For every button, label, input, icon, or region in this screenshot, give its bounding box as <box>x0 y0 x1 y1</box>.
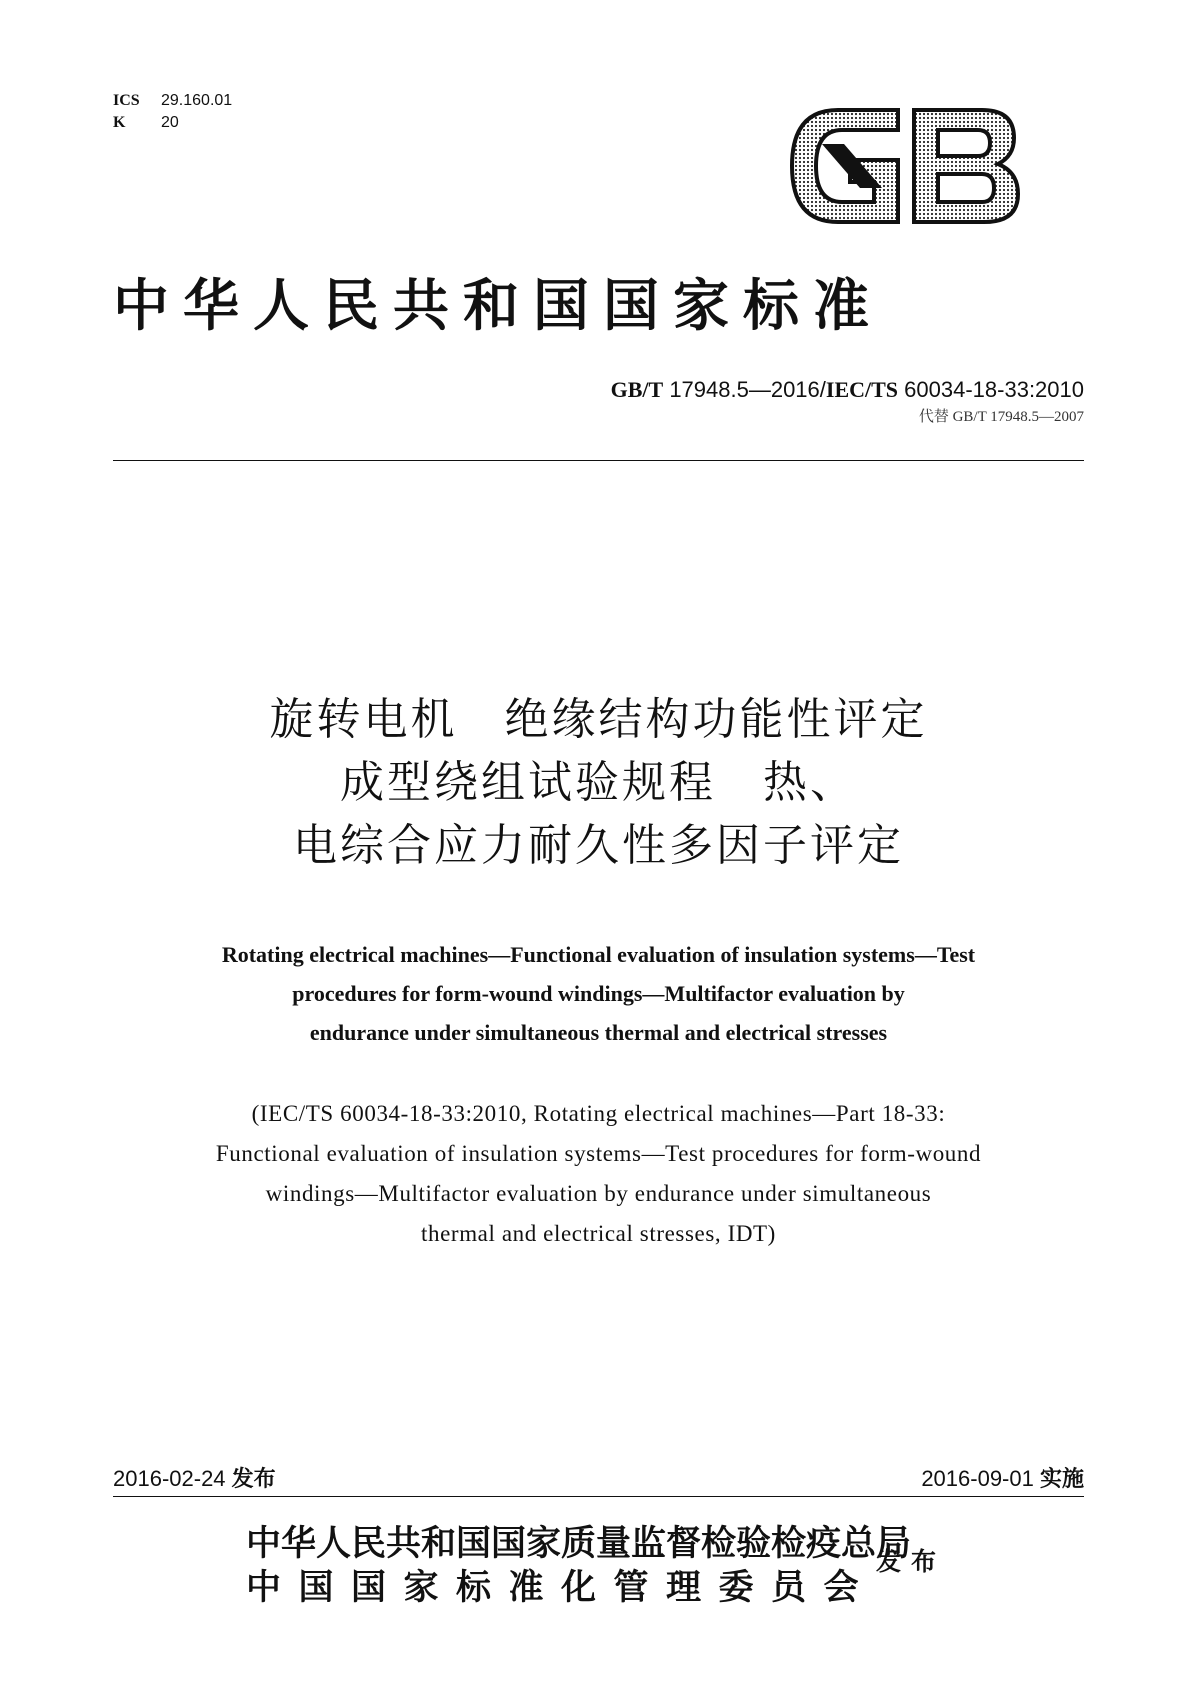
publish-label: 发布 <box>876 1547 947 1576</box>
ics-label: ICS <box>113 92 140 109</box>
english-title <box>113 935 1084 1052</box>
ics-code: 29.160.01 <box>161 92 233 109</box>
ccs-label: K <box>113 114 126 131</box>
standard-number-value: 17948.5—2016/ <box>669 377 826 402</box>
chinese-title <box>113 688 1084 877</box>
iec-equivalence <box>113 1094 1084 1254</box>
standard-number-block <box>611 377 1084 426</box>
chinese-title-line: 旋转电机 绝缘结构功能性评定 <box>269 694 928 745</box>
iec-line: Functional evaluation of insulation systems—Test procedures for form-wound <box>215 1141 982 1166</box>
issue-date-label: 发布 <box>231 1467 276 1492</box>
chinese-title-line: 电综合应力耐久性多因子评定 <box>293 820 904 871</box>
iec-number: 60034-18-33:2010 <box>904 377 1084 402</box>
iec-line: thermal and electrical stresses, IDT) <box>421 1221 776 1246</box>
standard-prefix: GB/T <box>610 377 664 402</box>
iec-prefix: IEC/TS <box>825 377 899 402</box>
issuer-line: 中华人民共和国国家质量监督检验检疫总局 <box>246 1523 912 1564</box>
issuing-authorities <box>246 1522 911 1610</box>
effective-date-value: 2016-09-01 <box>921 1466 1034 1491</box>
ics-row <box>113 90 232 112</box>
ccs-code: 20 <box>161 114 179 131</box>
standard-number <box>611 377 1084 403</box>
chinese-title-line: 成型绕组试验规程 热、 <box>340 757 857 808</box>
issue-date <box>113 1462 276 1493</box>
top-divider <box>113 460 1084 461</box>
bottom-divider <box>113 1496 1084 1497</box>
replaces-note: 代替 GB/T 17948.5—2007 <box>918 409 1084 425</box>
issuer-line: 中国国家标准化管理委员会 <box>246 1567 877 1608</box>
national-standard-title: 中华人民共和国国家标准 <box>113 273 883 339</box>
ccs-row <box>113 112 232 134</box>
english-title-line: Rotating electrical machines—Functional evaluation of insulation systems—Test <box>221 942 976 967</box>
classification-codes <box>113 90 232 134</box>
english-title-line: endurance under simultaneous thermal and electrical stresses <box>309 1020 888 1045</box>
iec-line: windings—Multifactor evaluation by endurance under simultaneous <box>265 1181 932 1206</box>
issue-date-value: 2016-02-24 <box>113 1466 226 1491</box>
iec-line: (IEC/TS 60034-18-33:2010, Rotating electrical machines—Part 18-33: <box>251 1101 946 1126</box>
english-title-line: procedures for form-wound windings—Multifactor evaluation by <box>292 981 905 1006</box>
gb-logo-icon <box>786 104 1022 228</box>
effective-date-label: 实施 <box>1039 1467 1084 1492</box>
effective-date <box>921 1462 1084 1493</box>
